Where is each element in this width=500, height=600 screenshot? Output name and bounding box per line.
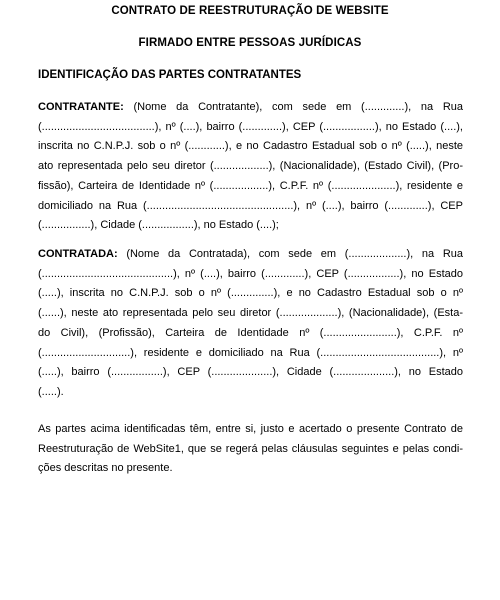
closing-line: ções descritas no presente.	[38, 462, 173, 475]
contratada-line: (......), neste ato representada pelo seu diretor (...................), (Nacionalidade), (Esta-	[38, 307, 463, 320]
contratada-line: (.....), inscrita no C.N.P.J. sob o nº (..............), e no Cadastro Estadual sob o nº	[38, 287, 463, 300]
closing-line: As partes acima identificadas têm, entre si, justo e acertado o presente Contrato de	[38, 423, 463, 435]
section-heading: IDENTIFICAÇÃO DAS PARTES CONTRATANTES	[38, 69, 302, 81]
contratada-line: (...........................................), nº (....), bairro (.............), CEP (.................), no Estado	[38, 267, 463, 280]
contratante-paragraph	[38, 98, 463, 236]
contratante-line-text: (Nome da Contratante), com sede em (.............), na Rua	[123, 101, 463, 113]
contratante-line	[38, 98, 463, 118]
contratada-line: (.....).	[38, 385, 64, 398]
contratada-line: do Civil), (Profissão), Carteira de Identidade nº (........................), C.P.F. nº	[38, 326, 463, 339]
contratada-label: CONTRATADA:	[38, 248, 118, 260]
contratante-line: domiciliado na Rua (................................................), nº (....), bairro (.............), CEP	[38, 199, 463, 212]
contratante-line: (.....................................), nº (....), bairro (.............), CEP (.................), no Estado (....),	[38, 120, 463, 133]
contratada-line	[38, 245, 463, 265]
closing-line: Reestruturação de WebSite1, que se regerá pelas cláusulas seguintes e pelas condi-	[38, 442, 463, 455]
contratante-line: fissão), Carteira de Identidade nº (..................), C.P.F. nº (.....................), residente e	[38, 179, 463, 192]
contratada-line-text: (Nome da Contratada), com sede em (...................), na Rua	[117, 248, 463, 260]
contratante-line: ato representada pelo seu diretor (..................), (Nacionalidade), (Estado Civil), (Pro-	[38, 160, 463, 173]
document-title: CONTRATO DE REESTRUTURAÇÃO DE WEBSITE	[111, 5, 389, 17]
contratante-label: CONTRATANTE:	[38, 101, 124, 113]
contratada-line: (.............................), residente e domiciliado na Rua (.......................................), nº	[38, 346, 463, 359]
contratada-line: (.....), bairro (.................), CEP (....................), Cidade (....................), no Estado	[38, 366, 463, 379]
contratada-paragraph	[38, 245, 463, 403]
contratante-line: (................), Cidade (.................), no Estado (....);	[38, 219, 279, 232]
closing-paragraph	[38, 420, 463, 479]
contratante-line: inscrita no C.N.P.J. sob o nº (............), e no Cadastro Estadual sob o nº (.....), neste	[38, 140, 463, 153]
document-subtitle: FIRMADO ENTRE PESSOAS JURÍDICAS	[138, 37, 362, 49]
